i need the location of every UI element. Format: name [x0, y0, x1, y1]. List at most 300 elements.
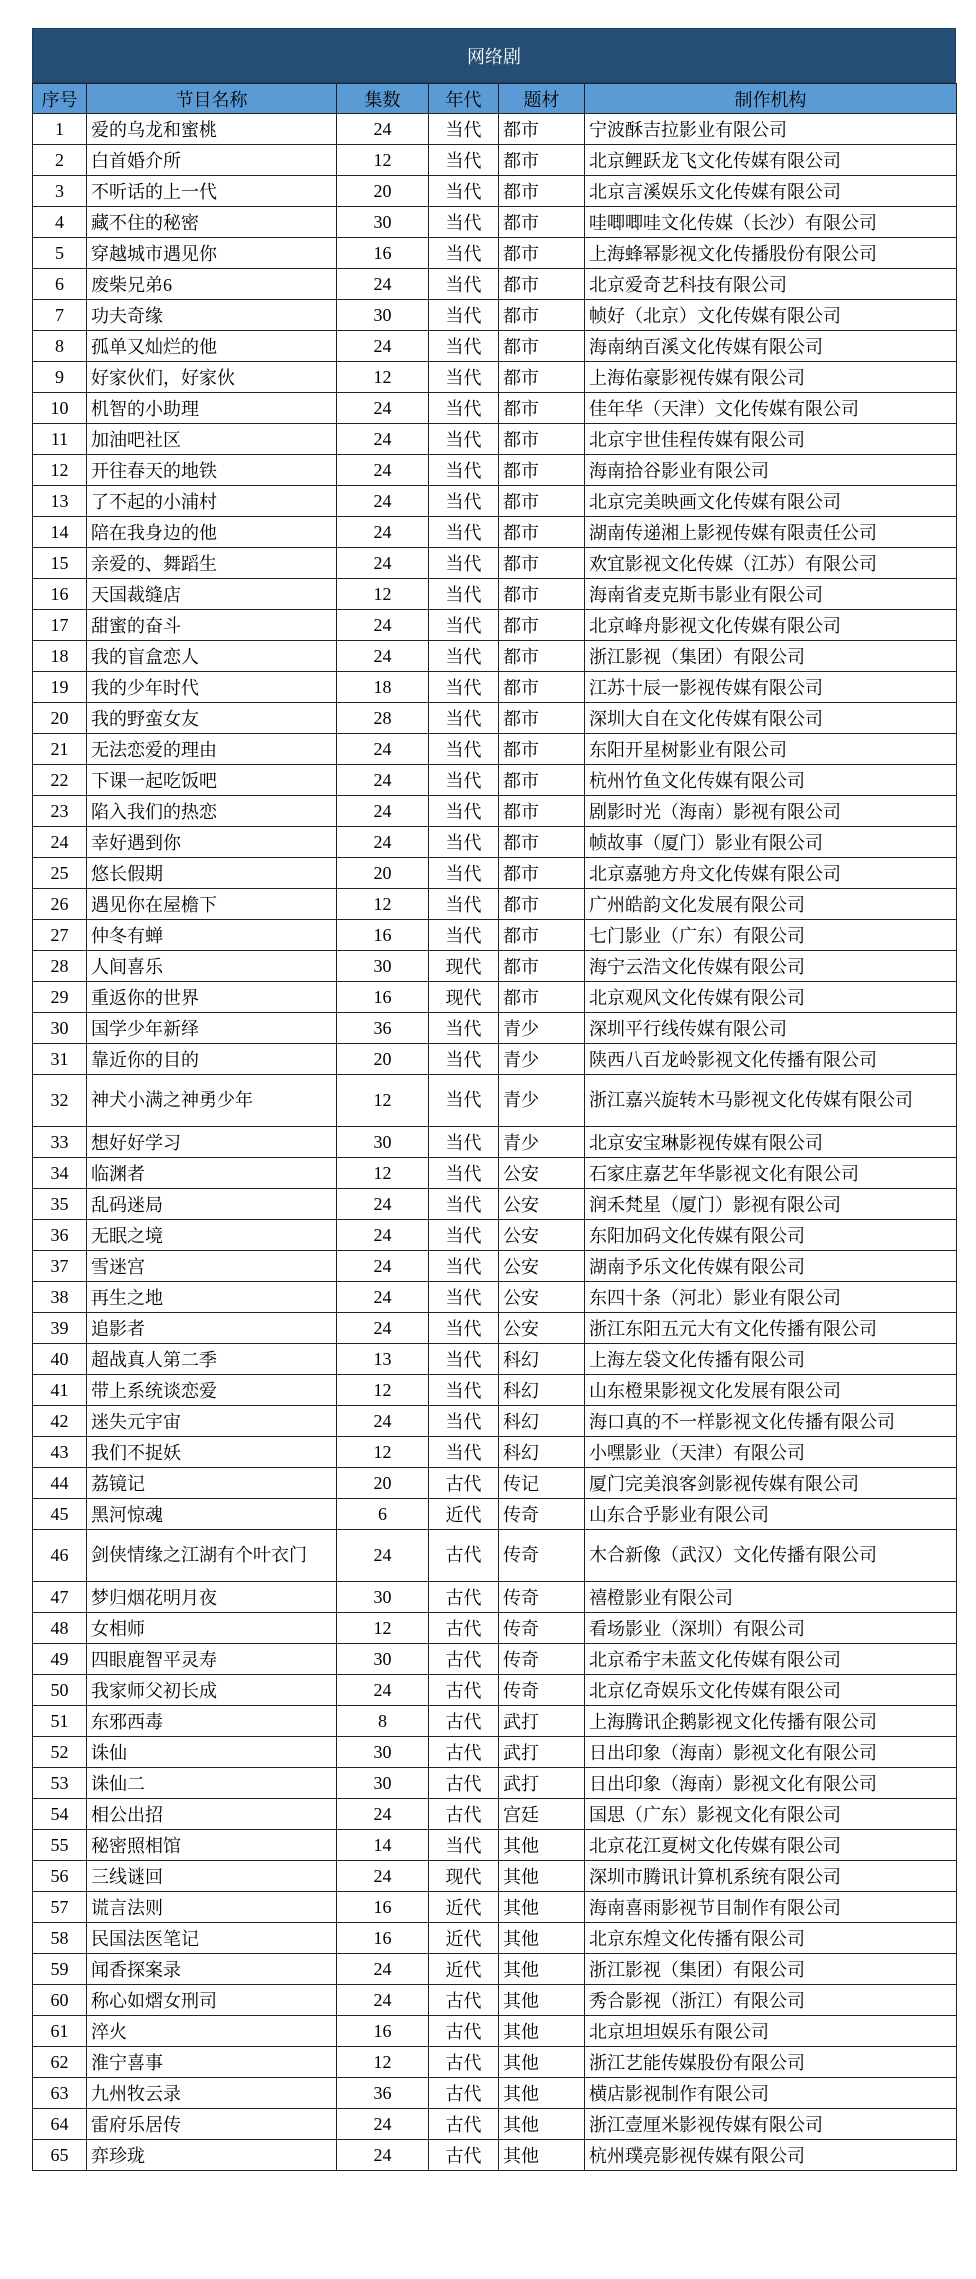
cell-program-name: 荔镜记 — [87, 1468, 337, 1499]
table-body — [33, 114, 957, 2171]
cell-genre: 都市 — [499, 331, 585, 362]
cell-genre: 武打 — [499, 1706, 585, 1737]
cell-program-name: 谎言法则 — [87, 1892, 337, 1923]
cell-genre: 都市 — [499, 455, 585, 486]
cell-program-name: 我家师父初长成 — [87, 1675, 337, 1706]
table-row — [33, 1313, 957, 1344]
cell-producer: 山东合乎影业有限公司 — [585, 1499, 957, 1530]
cell-era: 古代 — [429, 2047, 499, 2078]
cell-era: 当代 — [429, 796, 499, 827]
cell-era: 古代 — [429, 1644, 499, 1675]
cell-producer: 欢宜影视文化传媒（江苏）有限公司 — [585, 548, 957, 579]
cell-era: 当代 — [429, 300, 499, 331]
table-row — [33, 362, 957, 393]
cell-program-name: 了不起的小浦村 — [87, 486, 337, 517]
cell-genre: 公安 — [499, 1158, 585, 1189]
table-row — [33, 1985, 957, 2016]
cell-episodes: 36 — [337, 2078, 429, 2109]
cell-producer: 海南拾谷影业有限公司 — [585, 455, 957, 486]
cell-genre: 青少 — [499, 1127, 585, 1158]
cell-producer: 浙江影视（集团）有限公司 — [585, 641, 957, 672]
cell-producer: 深圳平行线传媒有限公司 — [585, 1013, 957, 1044]
cell-episodes: 12 — [337, 362, 429, 393]
cell-index: 58 — [33, 1923, 87, 1954]
cell-index: 35 — [33, 1189, 87, 1220]
cell-era: 古代 — [429, 1706, 499, 1737]
cell-producer: 看场影业（深圳）有限公司 — [585, 1613, 957, 1644]
cell-index: 21 — [33, 734, 87, 765]
cell-episodes: 24 — [337, 765, 429, 796]
table-row — [33, 145, 957, 176]
cell-producer: 国思（广东）影视文化有限公司 — [585, 1799, 957, 1830]
table-row — [33, 951, 957, 982]
table-row — [33, 2078, 957, 2109]
cell-genre: 青少 — [499, 1013, 585, 1044]
cell-index: 5 — [33, 238, 87, 269]
cell-program-name: 加油吧社区 — [87, 424, 337, 455]
table-row — [33, 1127, 957, 1158]
cell-producer: 东四十条（河北）影业有限公司 — [585, 1282, 957, 1313]
table-row — [33, 1251, 957, 1282]
cell-era: 古代 — [429, 2016, 499, 2047]
table-row — [33, 207, 957, 238]
cell-index: 51 — [33, 1706, 87, 1737]
cell-program-name: 不听话的上一代 — [87, 176, 337, 207]
cell-index: 12 — [33, 455, 87, 486]
cell-index: 9 — [33, 362, 87, 393]
cell-era: 当代 — [429, 1127, 499, 1158]
table-row — [33, 1799, 957, 1830]
cell-era: 古代 — [429, 1613, 499, 1644]
cell-producer: 佳年华（天津）文化传媒有限公司 — [585, 393, 957, 424]
cell-genre: 都市 — [499, 176, 585, 207]
cell-index: 32 — [33, 1075, 87, 1127]
cell-era: 当代 — [429, 703, 499, 734]
cell-index: 63 — [33, 2078, 87, 2109]
cell-producer: 厦门完美浪客剑影视传媒有限公司 — [585, 1468, 957, 1499]
cell-producer: 浙江东阳五元大有文化传播有限公司 — [585, 1313, 957, 1344]
cell-index: 3 — [33, 176, 87, 207]
cell-era: 当代 — [429, 1830, 499, 1861]
cell-index: 25 — [33, 858, 87, 889]
table-row — [33, 269, 957, 300]
cell-producer: 浙江影视（集团）有限公司 — [585, 1954, 957, 1985]
cell-program-name: 甜蜜的奋斗 — [87, 610, 337, 641]
cell-episodes: 30 — [337, 951, 429, 982]
cell-producer: 湖南传递湘上影视传媒有限责任公司 — [585, 517, 957, 548]
cell-index: 59 — [33, 1954, 87, 1985]
cell-genre: 传奇 — [499, 1613, 585, 1644]
cell-era: 当代 — [429, 517, 499, 548]
cell-program-name: 追影者 — [87, 1313, 337, 1344]
cell-index: 36 — [33, 1220, 87, 1251]
cell-era: 当代 — [429, 114, 499, 145]
table-row — [33, 1220, 957, 1251]
cell-producer: 东阳开星树影业有限公司 — [585, 734, 957, 765]
cell-episodes: 24 — [337, 1954, 429, 1985]
cell-era: 古代 — [429, 2109, 499, 2140]
cell-genre: 科幻 — [499, 1375, 585, 1406]
cell-era: 当代 — [429, 455, 499, 486]
table-row — [33, 858, 957, 889]
cell-era: 当代 — [429, 734, 499, 765]
cell-program-name: 东邪西毒 — [87, 1706, 337, 1737]
cell-index: 13 — [33, 486, 87, 517]
cell-program-name: 无眠之境 — [87, 1220, 337, 1251]
cell-program-name: 爱的乌龙和蜜桃 — [87, 114, 337, 145]
cell-program-name: 陪在我身边的他 — [87, 517, 337, 548]
cell-program-name: 穿越城市遇见你 — [87, 238, 337, 269]
cell-era: 当代 — [429, 176, 499, 207]
cell-producer: 北京花江夏树文化传媒有限公司 — [585, 1830, 957, 1861]
cell-episodes: 24 — [337, 1985, 429, 2016]
cell-genre: 传奇 — [499, 1644, 585, 1675]
cell-program-name: 我的野蛮女友 — [87, 703, 337, 734]
cell-episodes: 20 — [337, 858, 429, 889]
cell-program-name: 国学少年新绎 — [87, 1013, 337, 1044]
cell-episodes: 24 — [337, 2140, 429, 2171]
cell-producer: 北京希宇未蓝文化传媒有限公司 — [585, 1644, 957, 1675]
cell-episodes: 12 — [337, 2047, 429, 2078]
table-row — [33, 455, 957, 486]
cell-episodes: 16 — [337, 2016, 429, 2047]
table-row — [33, 1344, 957, 1375]
cell-era: 古代 — [429, 1737, 499, 1768]
cell-program-name: 相公出招 — [87, 1799, 337, 1830]
cell-era: 古代 — [429, 1675, 499, 1706]
cell-genre: 都市 — [499, 796, 585, 827]
cell-producer: 剧影时光（海南）影视有限公司 — [585, 796, 957, 827]
cell-genre: 其他 — [499, 1923, 585, 1954]
cell-genre: 都市 — [499, 362, 585, 393]
cell-genre: 青少 — [499, 1044, 585, 1075]
cell-episodes: 14 — [337, 1830, 429, 1861]
cell-era: 当代 — [429, 1251, 499, 1282]
cell-producer: 北京鲤跃龙飞文化传媒有限公司 — [585, 145, 957, 176]
header-row — [33, 84, 957, 114]
cell-era: 近代 — [429, 1892, 499, 1923]
cell-episodes: 24 — [337, 1406, 429, 1437]
cell-program-name: 悠长假期 — [87, 858, 337, 889]
cell-genre: 都市 — [499, 517, 585, 548]
cell-program-name: 雪迷宫 — [87, 1251, 337, 1282]
cell-era: 古代 — [429, 1582, 499, 1613]
cell-program-name: 天国裁缝店 — [87, 579, 337, 610]
cell-era: 现代 — [429, 951, 499, 982]
cell-episodes: 24 — [337, 827, 429, 858]
cell-era: 当代 — [429, 1220, 499, 1251]
cell-index: 4 — [33, 207, 87, 238]
table-row — [33, 982, 957, 1013]
cell-program-name: 三线谜回 — [87, 1861, 337, 1892]
cell-producer: 宁波酥吉拉影业有限公司 — [585, 114, 957, 145]
cell-producer: 北京安宝琳影视传媒有限公司 — [585, 1127, 957, 1158]
table-row — [33, 827, 957, 858]
cell-genre: 都市 — [499, 145, 585, 176]
cell-index: 54 — [33, 1799, 87, 1830]
cell-genre: 传奇 — [499, 1675, 585, 1706]
cell-program-name: 重返你的世界 — [87, 982, 337, 1013]
cell-producer: 上海腾讯企鹅影视文化传播有限公司 — [585, 1706, 957, 1737]
cell-episodes: 24 — [337, 486, 429, 517]
cell-era: 当代 — [429, 1044, 499, 1075]
cell-era: 现代 — [429, 982, 499, 1013]
cell-era: 当代 — [429, 765, 499, 796]
cell-producer: 广州皓韵文化发展有限公司 — [585, 889, 957, 920]
cell-index: 34 — [33, 1158, 87, 1189]
cell-era: 当代 — [429, 238, 499, 269]
cell-era: 当代 — [429, 827, 499, 858]
cell-program-name: 亲爱的、舞蹈生 — [87, 548, 337, 579]
cell-producer: 秀合影视（浙江）有限公司 — [585, 1985, 957, 2016]
cell-index: 17 — [33, 610, 87, 641]
cell-genre: 武打 — [499, 1737, 585, 1768]
cell-era: 当代 — [429, 1375, 499, 1406]
cell-program-name: 剑侠情缘之江湖有个叶衣门 — [87, 1530, 337, 1582]
cell-era: 当代 — [429, 207, 499, 238]
table-row — [33, 2016, 957, 2047]
cell-index: 15 — [33, 548, 87, 579]
cell-producer: 上海左袋文化传播有限公司 — [585, 1344, 957, 1375]
table-row — [33, 1158, 957, 1189]
cell-episodes: 20 — [337, 1468, 429, 1499]
cell-producer: 日出印象（海南）影视文化有限公司 — [585, 1737, 957, 1768]
cell-era: 古代 — [429, 2078, 499, 2109]
cell-program-name: 女相师 — [87, 1613, 337, 1644]
cell-era: 当代 — [429, 610, 499, 641]
table-row — [33, 331, 957, 362]
cell-producer: 陕西八百龙岭影视文化传播有限公司 — [585, 1044, 957, 1075]
cell-index: 19 — [33, 672, 87, 703]
cell-genre: 都市 — [499, 765, 585, 796]
cell-episodes: 16 — [337, 1923, 429, 1954]
cell-genre: 公安 — [499, 1220, 585, 1251]
spreadsheet — [32, 28, 956, 2171]
cell-program-name: 黑河惊魂 — [87, 1499, 337, 1530]
cell-genre: 传记 — [499, 1468, 585, 1499]
cell-producer: 山东橙果影视文化发展有限公司 — [585, 1375, 957, 1406]
table-row — [33, 1013, 957, 1044]
cell-index: 60 — [33, 1985, 87, 2016]
cell-episodes: 18 — [337, 672, 429, 703]
cell-era: 当代 — [429, 641, 499, 672]
cell-producer: 上海蜂幂影视文化传播股份有限公司 — [585, 238, 957, 269]
cell-genre: 传奇 — [499, 1499, 585, 1530]
cell-program-name: 淬火 — [87, 2016, 337, 2047]
cell-program-name: 再生之地 — [87, 1282, 337, 1313]
cell-episodes: 6 — [337, 1499, 429, 1530]
cell-program-name: 功夫奇缘 — [87, 300, 337, 331]
cell-producer: 横店影视制作有限公司 — [585, 2078, 957, 2109]
cell-producer: 小嘿影业（天津）有限公司 — [585, 1437, 957, 1468]
cell-genre: 传奇 — [499, 1530, 585, 1582]
cell-program-name: 藏不住的秘密 — [87, 207, 337, 238]
cell-era: 古代 — [429, 2140, 499, 2171]
cell-producer: 海南省麦克斯韦影业有限公司 — [585, 579, 957, 610]
cell-episodes: 24 — [337, 269, 429, 300]
cell-episodes: 36 — [337, 1013, 429, 1044]
cell-genre: 都市 — [499, 207, 585, 238]
cell-episodes: 24 — [337, 1313, 429, 1344]
cell-index: 43 — [33, 1437, 87, 1468]
cell-genre: 其他 — [499, 1830, 585, 1861]
cell-producer: 哇唧唧哇文化传媒（长沙）有限公司 — [585, 207, 957, 238]
cell-era: 古代 — [429, 1468, 499, 1499]
cell-index: 45 — [33, 1499, 87, 1530]
cell-genre: 都市 — [499, 734, 585, 765]
cell-index: 11 — [33, 424, 87, 455]
cell-producer: 深圳大自在文化传媒有限公司 — [585, 703, 957, 734]
cell-episodes: 12 — [337, 579, 429, 610]
cell-era: 当代 — [429, 269, 499, 300]
cell-genre: 都市 — [499, 858, 585, 889]
cell-producer: 杭州竹鱼文化传媒有限公司 — [585, 765, 957, 796]
header-episodes: 集数 — [337, 84, 429, 114]
cell-program-name: 仲冬有蝉 — [87, 920, 337, 951]
table-title: 网络剧 — [32, 28, 956, 83]
cell-genre: 公安 — [499, 1282, 585, 1313]
cell-index: 2 — [33, 145, 87, 176]
cell-episodes: 24 — [337, 1530, 429, 1582]
table-row — [33, 920, 957, 951]
cell-index: 65 — [33, 2140, 87, 2171]
table-row — [33, 734, 957, 765]
table-row — [33, 2140, 957, 2171]
cell-index: 8 — [33, 331, 87, 362]
header-genre: 题材 — [499, 84, 585, 114]
cell-episodes: 24 — [337, 455, 429, 486]
cell-episodes: 24 — [337, 1799, 429, 1830]
table-row — [33, 1737, 957, 1768]
cell-era: 当代 — [429, 145, 499, 176]
cell-index: 44 — [33, 1468, 87, 1499]
cell-program-name: 我的盲盒恋人 — [87, 641, 337, 672]
cell-producer: 浙江艺能传媒股份有限公司 — [585, 2047, 957, 2078]
cell-index: 30 — [33, 1013, 87, 1044]
table-row — [33, 1189, 957, 1220]
cell-producer: 北京嘉驰方舟文化传媒有限公司 — [585, 858, 957, 889]
table-row — [33, 1954, 957, 1985]
table-row — [33, 672, 957, 703]
cell-index: 40 — [33, 1344, 87, 1375]
table-row — [33, 796, 957, 827]
table-row — [33, 176, 957, 207]
table-row — [33, 641, 957, 672]
cell-index: 23 — [33, 796, 87, 827]
cell-genre: 都市 — [499, 238, 585, 269]
cell-era: 当代 — [429, 1075, 499, 1127]
cell-genre: 其他 — [499, 2140, 585, 2171]
cell-index: 41 — [33, 1375, 87, 1406]
cell-era: 当代 — [429, 1013, 499, 1044]
cell-episodes: 24 — [337, 331, 429, 362]
table-row — [33, 300, 957, 331]
cell-producer: 北京宇世佳程传媒有限公司 — [585, 424, 957, 455]
cell-episodes: 12 — [337, 1158, 429, 1189]
cell-genre: 都市 — [499, 672, 585, 703]
cell-program-name: 幸好遇到你 — [87, 827, 337, 858]
cell-producer: 北京坦坦娱乐有限公司 — [585, 2016, 957, 2047]
cell-episodes: 24 — [337, 393, 429, 424]
table-row — [33, 1923, 957, 1954]
table-row — [33, 1582, 957, 1613]
cell-episodes: 20 — [337, 176, 429, 207]
cell-index: 42 — [33, 1406, 87, 1437]
cell-episodes: 24 — [337, 2109, 429, 2140]
cell-episodes: 16 — [337, 920, 429, 951]
cell-genre: 都市 — [499, 114, 585, 145]
cell-episodes: 16 — [337, 238, 429, 269]
cell-era: 当代 — [429, 331, 499, 362]
cell-episodes: 13 — [337, 1344, 429, 1375]
cell-genre: 宫廷 — [499, 1799, 585, 1830]
cell-program-name: 人间喜乐 — [87, 951, 337, 982]
cell-program-name: 孤单又灿烂的他 — [87, 331, 337, 362]
table-row — [33, 1675, 957, 1706]
cell-genre: 都市 — [499, 579, 585, 610]
cell-producer: 帧故事（厦门）影业有限公司 — [585, 827, 957, 858]
table-row — [33, 1375, 957, 1406]
table-row — [33, 424, 957, 455]
cell-producer: 北京东煌文化传播有限公司 — [585, 1923, 957, 1954]
table-row — [33, 393, 957, 424]
cell-program-name: 带上系统谈恋爱 — [87, 1375, 337, 1406]
cell-program-name: 临渊者 — [87, 1158, 337, 1189]
cell-genre: 科幻 — [499, 1344, 585, 1375]
cell-program-name: 遇见你在屋檐下 — [87, 889, 337, 920]
cell-index: 62 — [33, 2047, 87, 2078]
cell-episodes: 24 — [337, 548, 429, 579]
cell-episodes: 16 — [337, 1892, 429, 1923]
cell-program-name: 迷失元宇宙 — [87, 1406, 337, 1437]
cell-program-name: 九州牧云录 — [87, 2078, 337, 2109]
cell-genre: 都市 — [499, 889, 585, 920]
cell-index: 28 — [33, 951, 87, 982]
cell-era: 古代 — [429, 1985, 499, 2016]
cell-producer: 木合新像（武汉）文化传播有限公司 — [585, 1530, 957, 1582]
cell-producer: 帧好（北京）文化传媒有限公司 — [585, 300, 957, 331]
cell-producer: 北京峰舟影视文化传媒有限公司 — [585, 610, 957, 641]
cell-program-name: 废柴兄弟6 — [87, 269, 337, 300]
cell-index: 31 — [33, 1044, 87, 1075]
cell-index: 24 — [33, 827, 87, 858]
cell-episodes: 24 — [337, 796, 429, 827]
cell-genre: 其他 — [499, 2078, 585, 2109]
cell-era: 近代 — [429, 1499, 499, 1530]
table-row — [33, 1644, 957, 1675]
cell-producer: 深圳市腾讯计算机系统有限公司 — [585, 1861, 957, 1892]
cell-genre: 其他 — [499, 2109, 585, 2140]
cell-program-name: 弈珍珑 — [87, 2140, 337, 2171]
cell-genre: 都市 — [499, 951, 585, 982]
cell-program-name: 乱码迷局 — [87, 1189, 337, 1220]
cell-era: 当代 — [429, 362, 499, 393]
cell-genre: 其他 — [499, 1954, 585, 1985]
cell-index: 6 — [33, 269, 87, 300]
cell-era: 古代 — [429, 1799, 499, 1830]
cell-index: 26 — [33, 889, 87, 920]
cell-episodes: 12 — [337, 889, 429, 920]
table-row — [33, 1282, 957, 1313]
cell-era: 当代 — [429, 548, 499, 579]
cell-producer: 湖南予乐文化传媒有限公司 — [585, 1251, 957, 1282]
cell-episodes: 30 — [337, 1737, 429, 1768]
cell-genre: 其他 — [499, 1892, 585, 1923]
cell-index: 55 — [33, 1830, 87, 1861]
cell-episodes: 16 — [337, 982, 429, 1013]
cell-era: 当代 — [429, 858, 499, 889]
cell-program-name: 我们不捉妖 — [87, 1437, 337, 1468]
